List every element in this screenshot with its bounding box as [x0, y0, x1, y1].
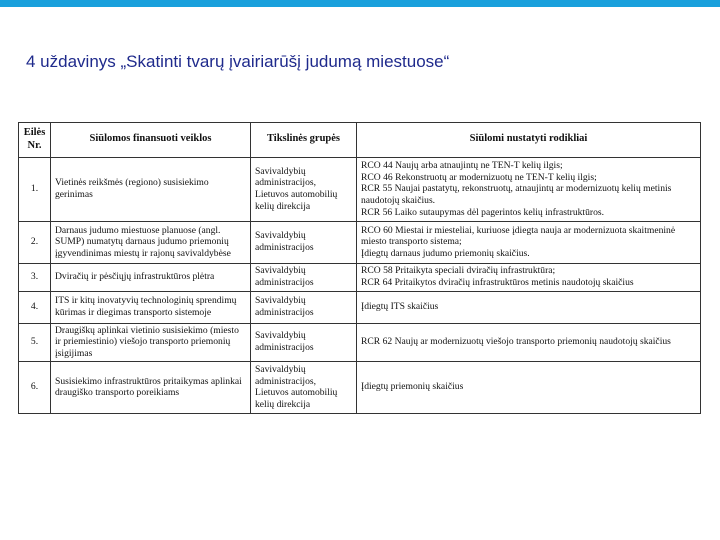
target-group: Lietuvos automobilių kelių direkcija: [255, 189, 338, 212]
row-indicators: [357, 361, 701, 413]
indicator: RCO 60 Miestai ir miesteliai, kuriuose įdiegta nauja ar modernizuota skaitmeninė miesto transporto sistema;: [361, 224, 676, 248]
header-activity: Siūlomos finansuoti veiklos: [51, 123, 251, 158]
indicator: Įdiegtų ITS skaičius: [361, 301, 439, 313]
indicator: RCR 55 Naujai pastatytų, rekonstruotų, atnaujintų ar modernizuotų kelių metinis naudotojų skaičius.: [361, 183, 672, 206]
target-group: Savivaldybių administracijos: [255, 295, 314, 319]
row-number: 1.: [19, 157, 51, 221]
table-row: [19, 361, 701, 413]
row-activity: Susisiekimo infrastruktūros pritaikymas aplinkai draugiško transporto poreikiams: [51, 361, 251, 413]
header-nr: Eilės Nr.: [19, 123, 51, 158]
row-target-groups: [251, 263, 357, 291]
table-row: [19, 323, 701, 361]
indicator: Įdiegtų priemonių skaičius: [361, 381, 464, 393]
row-activity: ITS ir kitų inovatyvių technologinių sprendimų kūrimas ir diegimas transporto sistemoje: [51, 291, 251, 323]
target-group: Savivaldybių administracijos,: [255, 165, 317, 189]
row-target-groups: [251, 291, 357, 323]
target-group: Lietuvos automobilių kelių direkcija: [255, 387, 338, 410]
top-accent-bar: [0, 0, 720, 7]
indicator: RCO 58 Pritaikyta speciali dviračių infrastruktūra;: [361, 265, 556, 277]
row-number: 5.: [19, 323, 51, 361]
row-indicators: [357, 291, 701, 323]
table-header-row: [19, 123, 701, 158]
table-row: [19, 157, 701, 221]
row-target-groups: [251, 221, 357, 263]
row-target-groups: [251, 323, 357, 361]
measures-table: [18, 122, 701, 414]
row-number: 3.: [19, 263, 51, 291]
indicator: RCR 62 Naujų ar modernizuotų viešojo transporto priemonių naudotojų skaičius: [361, 336, 671, 348]
table-row: [19, 291, 701, 323]
row-activity: Dviračių ir pėsčiųjų infrastruktūros plėtra: [51, 263, 251, 291]
row-indicators: [357, 323, 701, 361]
target-group: Savivaldybių administracijos: [255, 230, 314, 254]
indicator: RCO 46 Rekonstruotų ar modernizuotų ne TEN-T kelių ilgis;: [361, 171, 597, 183]
row-activity: Draugiškų aplinkai vietinio susisiekimo (miesto ir priemiestinio) viešojo transporto priemonių įsigijimas: [51, 323, 251, 361]
target-group: Savivaldybių administracijos,: [255, 363, 317, 387]
table-row: [19, 221, 701, 263]
indicator: RCR 64 Pritaikytos dviračių infrastruktūros metinis naudotojų skaičius: [361, 277, 634, 289]
header-indicators: Siūlomi nustatyti rodikliai: [357, 123, 701, 158]
indicator: Įdiegtų darnaus judumo priemonių skaičius.: [361, 247, 530, 259]
row-number: 6.: [19, 361, 51, 413]
indicator: RCR 56 Laiko sutaupymas dėl pagerintos kelių infrastruktūros.: [361, 206, 605, 218]
row-indicators: [357, 263, 701, 291]
row-indicators: [357, 221, 701, 263]
table-row: [19, 263, 701, 291]
row-number: 2.: [19, 221, 51, 263]
row-target-groups: [251, 361, 357, 413]
target-group: Savivaldybių administracijos: [255, 330, 314, 354]
indicator: RCO 44 Naujų arba atnaujintų ne TEN-T kelių ilgis;: [361, 159, 563, 171]
slide-title: 4 uždavinys „Skatinti tvarų įvairiarūšį judumą miestuose“: [26, 52, 450, 71]
row-activity: Vietinės reikšmės (regiono) susisiekimo gerinimas: [51, 157, 251, 221]
row-activity: Darnaus judumo miestuose planuose (angl. SUMP) numatytų darnaus judumo priemonių įgyvendinimas miestų ir rajonų savivaldybėse: [51, 221, 251, 263]
row-target-groups: [251, 157, 357, 221]
row-indicators: [357, 157, 701, 221]
target-group: Savivaldybių administracijos: [255, 265, 314, 289]
row-number: 4.: [19, 291, 51, 323]
header-target-groups: Tikslinės grupės: [251, 123, 357, 158]
